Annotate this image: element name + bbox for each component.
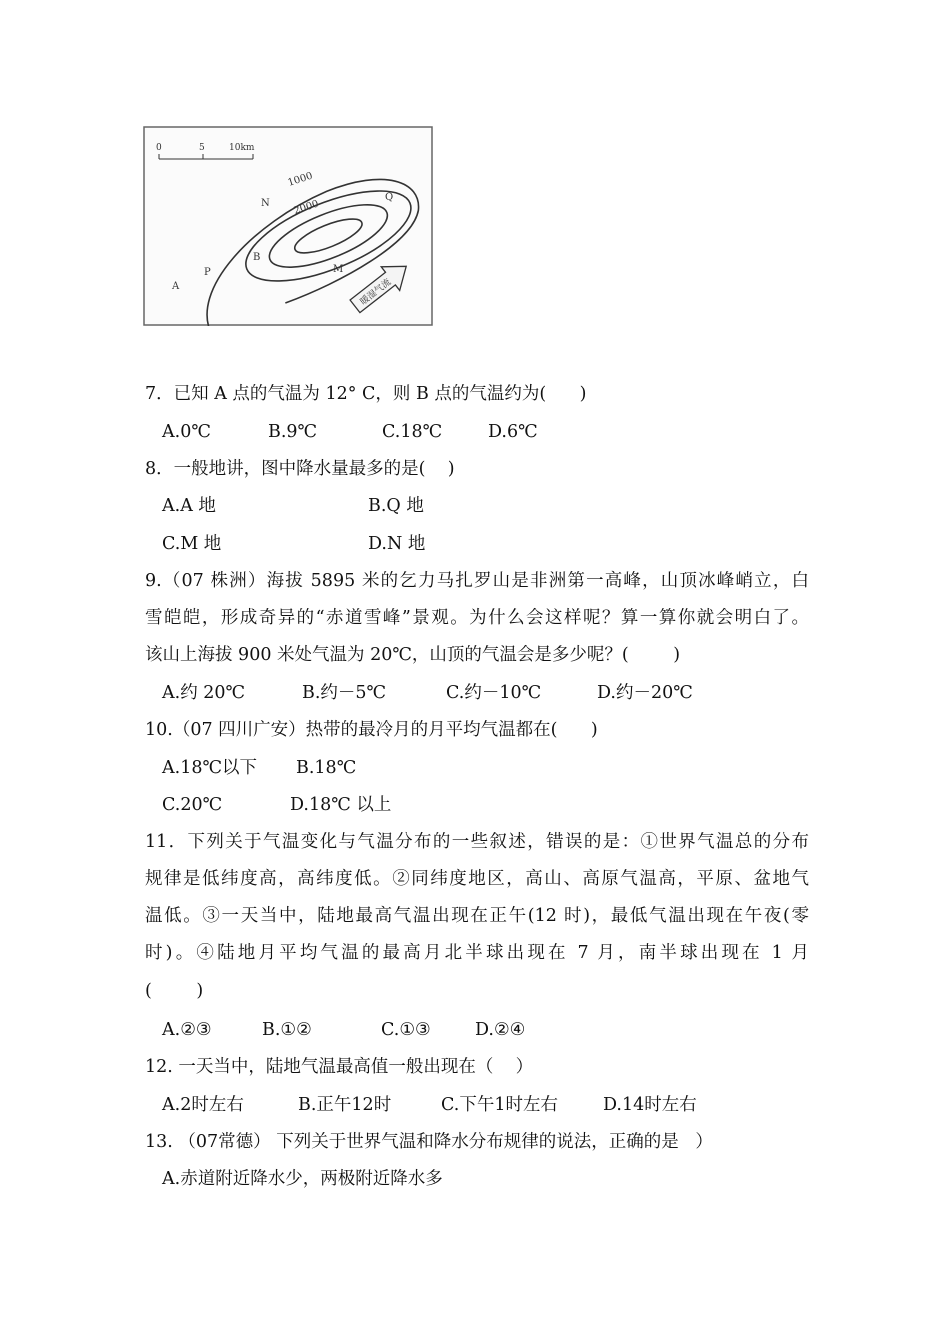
q7-option-a: A.0℃ [162, 422, 211, 442]
contour-label-2000: 2000 [292, 198, 321, 217]
q7-stem: 7．已知 A 点的气温为 12° C，则 B 点的气温约为( ) [145, 384, 587, 404]
point-label-m: M [333, 264, 344, 275]
figure-frame [144, 127, 432, 325]
scale-label-5: 5 [199, 143, 205, 153]
q10-option-b: B.18℃ [296, 758, 357, 778]
point-label-a: A [172, 281, 180, 292]
q12-option-b: B.正午12时 [298, 1095, 392, 1115]
q10-option-a: A.18℃以下 [162, 758, 258, 778]
q10-option-c: C.20℃ [162, 795, 223, 815]
q9-line-3: 该山上海拔 900 米处气温为 20℃，山顶的气温会是多少呢？( ) [145, 645, 681, 665]
q10-option-d: D.18℃ 以上 [290, 795, 392, 815]
q9-option-a: A.约 20℃ [162, 683, 246, 703]
q9-line-1: 9.（07 株洲）海拔 5895 米的乞力马扎罗山是非洲第一高峰，山顶冰峰峭立，白 [145, 571, 809, 591]
q9-option-d: D.约－20℃ [597, 683, 693, 703]
contour-map-figure [143, 126, 433, 326]
q9-option-b: B.约－5℃ [302, 683, 387, 703]
q11-option-b: B.①② [262, 1020, 312, 1040]
scale-label-0: 0 [156, 143, 162, 153]
q12-stem: 12. 一天当中，陆地气温最高值一般出现在（ ） [145, 1057, 534, 1077]
q12-option-a: A.2时左右 [162, 1095, 244, 1115]
q7-option-b: B.9℃ [268, 422, 318, 442]
q9-option-c: C.约－10℃ [446, 683, 542, 703]
q8-option-b: B.Q 地 [368, 496, 424, 516]
q8-option-a: A.A 地 [162, 496, 216, 516]
q11-line-5: ( ) [145, 981, 204, 1001]
q8-option-d: D.N 地 [368, 534, 426, 554]
q12-option-d: D.14时左右 [603, 1095, 697, 1115]
q9-line-2: 雪皑皑，形成奇异的“赤道雪峰”景观。为什么会这样呢？算一算你就会明白了。 [145, 608, 809, 628]
q10-stem: 10.（07 四川广安）热带的最冷月的月平均气温都在( ) [145, 720, 598, 740]
point-label-b: B [253, 252, 261, 263]
point-label-n: N [261, 198, 270, 209]
scale-label-10km: 10km [229, 143, 255, 153]
q11-line-1: 11．下列关于气温变化与气温分布的一些叙述，错误的是：①世界气温总的分布 [145, 832, 809, 852]
q13-stem: 13. （07常德） 下列关于世界气温和降水分布规律的说法，正确的是 ） [145, 1132, 713, 1152]
contour-label-1000: 1000 [286, 170, 315, 189]
q13-option-a: A.赤道附近降水少，两极附近降水多 [162, 1169, 443, 1189]
q8-option-c: C.M 地 [162, 534, 222, 554]
q11-line-2: 规律是低纬度高，高纬度低。②同纬度地区，高山、高原气温高，平原、盆地气 [145, 869, 809, 889]
q8-stem: 8．一般地讲，图中降水量最多的是( ) [145, 459, 455, 479]
q7-option-d: D.6℃ [488, 422, 538, 442]
q11-line-4: 时)。④陆地月平均气温的最高月北半球出现在 7 月，南半球出现在 1 月 [145, 943, 809, 963]
q12-option-c: C.下午1时左右 [441, 1095, 558, 1115]
point-label-q: Q [385, 192, 394, 203]
q7-option-c: C.18℃ [382, 422, 443, 442]
q11-line-3: 温低。③一天当中，陆地最高气温出现在正午(12 时)，最低气温出现在午夜(零 [145, 906, 809, 926]
q11-option-c: C.①③ [381, 1020, 431, 1040]
arrow-label: 暖湿气流 [358, 277, 394, 308]
q11-option-a: A.②③ [162, 1020, 212, 1040]
point-label-p: P [204, 267, 211, 278]
q11-option-d: D.②④ [475, 1020, 526, 1040]
